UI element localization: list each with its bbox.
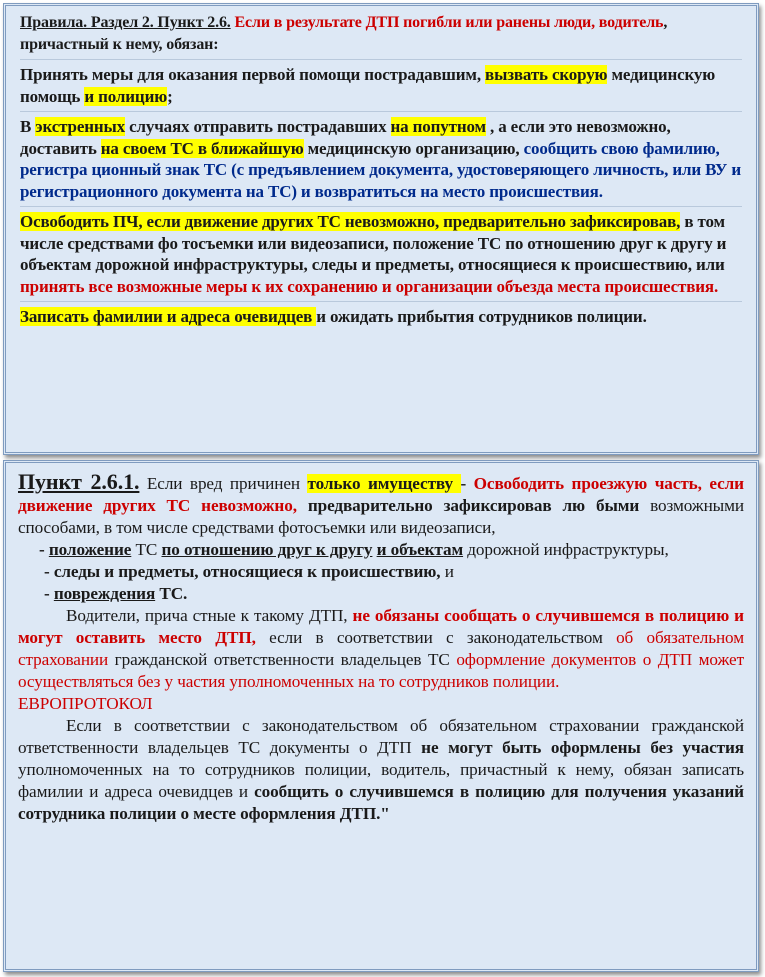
l3-rest: и (440, 562, 454, 581)
p1-text: Принять меры для оказания первой помощи пострадавшим, (20, 65, 486, 84)
p3-red: принять все возможные меры к их сохранению и организации объезда места происшествия. (20, 276, 719, 296)
l6-a: Если в соответствии с законодательством об обязательном страховании гражданской ответственности владельцев ТС документы о ДТП (18, 716, 744, 757)
l1-a: Если вред причинен (139, 474, 308, 493)
l5-a: Водители, прича стные к такому ДТП, (66, 606, 353, 625)
p1-end: ; (167, 86, 173, 106)
p1-text-2: медицинскую помощь (20, 65, 716, 106)
l4-damage: повреждения (53, 584, 156, 603)
p2-highlight-own-vehicle: на своем ТС в ближайшую (100, 138, 304, 158)
p4-highlight: Записать фамилии и адреса очевидцев (20, 307, 317, 326)
p2-b: случаях отправить пострадавших (124, 117, 391, 136)
l5-b: если в соответствии с законодательством (255, 628, 617, 647)
l5-c: гражданской ответственности владельцев ТС (108, 650, 457, 669)
p2-blue: сообщить свою фамилию, регистра ционный знак ТС (с предъявлением документа, удостоверяющего личность, или ВУ и регистрационного документа на ТС) и возвратиться на место происшествия. (20, 138, 742, 201)
l4-vehicle: ТС. (155, 584, 188, 603)
p2-d: медицинскую организацию, (303, 138, 524, 158)
separator (20, 206, 742, 207)
point-item-position (18, 539, 744, 561)
l1-bold: предварительно зафиксировав лю быми (307, 496, 640, 515)
l5-red: не обязаны сообщать о случившемся в полицию и могут оставить место ДТП, (18, 606, 744, 647)
p2-highlight-emergency: экстренных (35, 117, 125, 136)
l4-dash: - (44, 584, 54, 603)
rule-paragraph-4 (20, 306, 742, 328)
p2-c: , а если это невозможно, доставить (20, 117, 671, 158)
rule-paragraph-3 (20, 211, 742, 297)
l3-bold: следы и предметы, относящиеся к происшествию, (53, 562, 441, 581)
separator (20, 59, 742, 60)
rule-heading (20, 12, 742, 55)
p3-a: в том числе средствами фо тосъемки или видеозаписи, положение ТС по отношению друг к другу и объектам дорожной инфраструктуры, следы и предметы, относящиеся к происшествию, или (20, 212, 727, 274)
rule-paragraph-1 (20, 64, 742, 107)
l2-dash: - (39, 540, 49, 559)
rule-heading-prefix: Правила. Раздел 2. Пункт 2.6. (20, 14, 231, 31)
l1-b: - (460, 474, 474, 493)
l6-d: сообщить о случившемся в полицию для получения указаний сотрудника полиции о месте оформления ДТП." (18, 782, 744, 823)
l2-position: положение (48, 540, 132, 559)
point-item-traces (18, 561, 744, 583)
l5-red-2: об обязательном страховании (18, 628, 744, 669)
rule-heading-red: Если в результате ДТП погибли или ранены люди, водитель (234, 14, 664, 31)
rule-2-6-box (3, 3, 759, 455)
l2-rest: дорожной инфраструктуры, (463, 540, 669, 559)
p2-highlight-passing: на попутном (390, 117, 486, 136)
p4-a: и ожидать прибытия сотрудников полиции. (316, 307, 647, 326)
separator (20, 111, 742, 112)
separator (20, 301, 742, 302)
point-title: Пункт 2.6.1. (18, 469, 140, 494)
rule-paragraph-2 (20, 116, 742, 202)
l1-d: возможными способами, в том числе средствами фотосъемки или видеозаписи, (18, 496, 745, 537)
l3-dash: - (44, 562, 54, 581)
p1-highlight-police: и полицию (84, 86, 168, 106)
europrotocol-label: ЕВРОПРОТОКОЛ (18, 694, 153, 713)
l6-b: не могут быть оформлены без участия (421, 738, 744, 757)
rule-heading-rest: , причастный к нему, обязан: (20, 14, 668, 53)
point-item-damage (18, 583, 744, 605)
l2-vehicle: ТС (131, 540, 162, 559)
l1-c (297, 496, 308, 515)
l5-red-3: оформление документов о ДТП может осуществляться без у частия уполномоченных на то сотрудников полиции. (18, 650, 744, 691)
p1-highlight-ambulance: вызвать скорую (485, 65, 608, 84)
point-2-6-1-box (3, 460, 759, 972)
point-paragraph-europrotocol (18, 715, 744, 825)
p2-a: В (20, 117, 36, 136)
l2-objects: и объектам (376, 540, 464, 559)
l6-c: уполномоченных на то сотрудников полиции, водитель, причастный к нему, обязан записать фамилии и адреса очевидцев и (18, 760, 744, 801)
p3-highlight: Освободить ПЧ, если движение других ТС невозможно, предварительно зафиксировав, (20, 212, 681, 231)
l2-each-other: по отношению друг к другу (161, 540, 373, 559)
l1-red: Освободить проезжую часть, если движение других ТС невозможно, (18, 474, 744, 515)
point-paragraph-drivers (18, 605, 744, 693)
l1-highlight-property: только имуществу (307, 474, 461, 493)
point-paragraph-1 (18, 471, 744, 539)
